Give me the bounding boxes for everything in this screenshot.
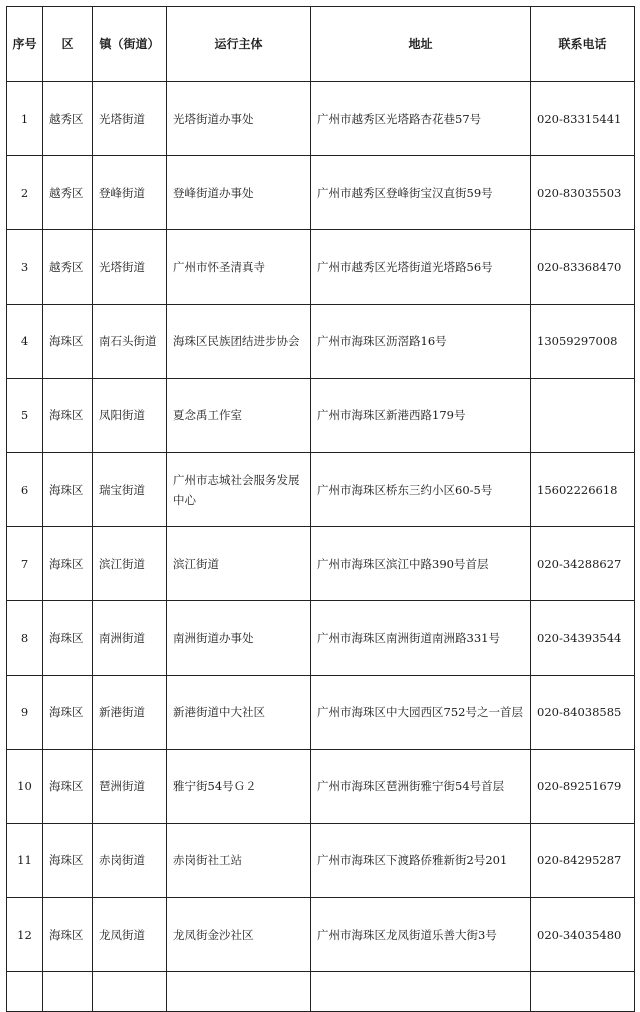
cell-address: 广州市海珠区沥滘路16号 [311,304,531,378]
cell-district: 海珠区 [43,749,93,823]
cell-org: 龙凤街金沙社区 [167,898,311,972]
cell-no: 12 [7,898,43,972]
header-district: 区 [43,7,93,82]
cell-no: 10 [7,749,43,823]
table-row [7,82,635,156]
table-row-partial [7,972,635,1012]
cell-town: 新港街道 [93,675,167,749]
header-no: 序号 [7,7,43,82]
table-row [7,527,635,601]
service-table-container [6,6,634,1012]
cell-phone: 020-84295287 [531,823,635,897]
cell-town: 南洲街道 [93,601,167,675]
cell-no: 11 [7,823,43,897]
cell-org: 赤岗街社工站 [167,823,311,897]
cell-district: 海珠区 [43,452,93,526]
cell-phone: 020-34393544 [531,601,635,675]
cell-address: 广州市海珠区龙凤街道乐善大街3号 [311,898,531,972]
table-row [7,452,635,526]
cell-empty [531,972,635,1012]
table-row [7,749,635,823]
header-phone: 联系电话 [531,7,635,82]
cell-town: 龙凤街道 [93,898,167,972]
cell-no: 9 [7,675,43,749]
cell-org: 南洲街道办事处 [167,601,311,675]
cell-no: 8 [7,601,43,675]
cell-town: 滨江街道 [93,527,167,601]
table-row [7,601,635,675]
table-row [7,675,635,749]
cell-org: 登峰街道办事处 [167,156,311,230]
table-row [7,156,635,230]
cell-address: 广州市越秀区光塔路杏花巷57号 [311,82,531,156]
cell-district: 越秀区 [43,230,93,304]
cell-phone: 020-84038585 [531,675,635,749]
cell-org: 光塔街道办事处 [167,82,311,156]
cell-town: 光塔街道 [93,230,167,304]
service-location-table [6,6,635,1012]
table-row [7,823,635,897]
header-address: 地址 [311,7,531,82]
cell-no: 6 [7,452,43,526]
cell-district: 越秀区 [43,82,93,156]
table-row [7,304,635,378]
cell-empty [311,972,531,1012]
table-body [7,82,635,1012]
cell-address: 广州市海珠区琶洲街雅宁街54号首层 [311,749,531,823]
cell-empty [7,972,43,1012]
cell-town: 登峰街道 [93,156,167,230]
cell-phone: 020-34288627 [531,527,635,601]
cell-phone: 13059297008 [531,304,635,378]
cell-no: 7 [7,527,43,601]
cell-address: 广州市越秀区登峰街宝汉直街59号 [311,156,531,230]
cell-address: 广州市海珠区新港西路179号 [311,378,531,452]
cell-district: 海珠区 [43,304,93,378]
cell-no: 3 [7,230,43,304]
cell-address: 广州市海珠区南洲街道南洲路331号 [311,601,531,675]
cell-org: 新港街道中大社区 [167,675,311,749]
cell-empty [167,972,311,1012]
cell-district: 海珠区 [43,527,93,601]
cell-address: 广州市海珠区下渡路侨雅新街2号201 [311,823,531,897]
cell-org: 滨江街道 [167,527,311,601]
cell-org: 广州市怀圣清真寺 [167,230,311,304]
table-row [7,378,635,452]
cell-phone: 020-83035503 [531,156,635,230]
cell-address: 广州市越秀区光塔街道光塔路56号 [311,230,531,304]
table-row [7,230,635,304]
cell-town: 瑞宝街道 [93,452,167,526]
cell-phone: 15602226618 [531,452,635,526]
cell-no: 5 [7,378,43,452]
cell-district: 越秀区 [43,156,93,230]
cell-phone: 020-83315441 [531,82,635,156]
cell-district: 海珠区 [43,601,93,675]
cell-address: 广州市海珠区桥东三约小区60-5号 [311,452,531,526]
cell-town: 南石头街道 [93,304,167,378]
cell-org: 海珠区民族团结进步协会 [167,304,311,378]
cell-address: 广州市海珠区中大园西区752号之一首层 [311,675,531,749]
cell-no: 4 [7,304,43,378]
cell-phone: 020-89251679 [531,749,635,823]
cell-org: 雅宁街54号Ｇ２ [167,749,311,823]
cell-town: 光塔街道 [93,82,167,156]
cell-empty [93,972,167,1012]
cell-district: 海珠区 [43,675,93,749]
cell-phone: 020-34035480 [531,898,635,972]
cell-empty [43,972,93,1012]
cell-district: 海珠区 [43,378,93,452]
cell-no: 1 [7,82,43,156]
header-org: 运行主体 [167,7,311,82]
table-header-row [7,7,635,82]
cell-org: 夏念禹工作室 [167,378,311,452]
cell-phone: 020-83368470 [531,230,635,304]
cell-town: 琶洲街道 [93,749,167,823]
table-row [7,898,635,972]
cell-town: 赤岗街道 [93,823,167,897]
header-town: 镇（街道） [93,7,167,82]
cell-org: 广州市志城社会服务发展中心 [167,452,311,526]
cell-district: 海珠区 [43,898,93,972]
cell-address: 广州市海珠区滨江中路390号首层 [311,527,531,601]
cell-town: 凤阳街道 [93,378,167,452]
cell-no: 2 [7,156,43,230]
cell-phone [531,378,635,452]
cell-district: 海珠区 [43,823,93,897]
